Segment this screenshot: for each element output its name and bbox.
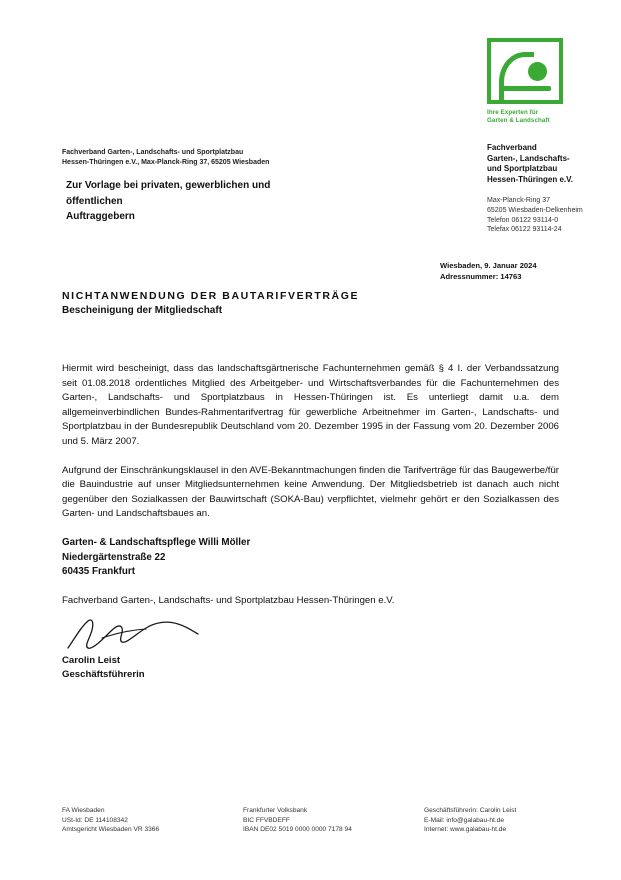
company-city: 60435 Frankfurt bbox=[62, 566, 135, 578]
return-address-line1: Fachverband Garten-, Landschafts- und Sportplatzbau bbox=[62, 149, 244, 156]
document-subtitle: Bescheinigung der Mitgliedschaft bbox=[62, 305, 223, 316]
logo-mark-icon bbox=[487, 38, 563, 104]
sender-addr-line1: Max-Planck-Ring 37 bbox=[487, 197, 551, 204]
sender-addr-line2: 65205 Wiesbaden-Delkenheim bbox=[487, 206, 583, 214]
sender-phone: Telefon 06122 93114-0 bbox=[487, 216, 559, 224]
footer-c3-line3: Internet: www.galabau-ht.de bbox=[424, 826, 507, 834]
sender-fax: Telefax 06122 93114-24 bbox=[487, 226, 562, 234]
return-address-line bbox=[62, 148, 392, 167]
document-footer bbox=[62, 806, 581, 835]
circle-icon bbox=[528, 62, 547, 81]
association-logo bbox=[487, 38, 579, 125]
sender-org-line3: und Sportplatzbau bbox=[487, 164, 558, 173]
footer-c1-line1: FA Wiesbaden bbox=[62, 807, 105, 814]
return-address-line2: Hessen-Thüringen e.V., Max-Planck-Ring 37, 65205 Wiesbaden bbox=[62, 158, 270, 166]
document-title: NICHTANWENDUNG DER BAUTARIFVERTRÄGE bbox=[62, 290, 360, 302]
logo-claim bbox=[487, 109, 579, 125]
sender-org-line2: Garten-, Landschafts- bbox=[487, 153, 570, 163]
association-signature-line: Fachverband Garten-, Landschafts- und Sportplatzbau Hessen-Thüringen e.V. bbox=[62, 594, 395, 606]
subject-block bbox=[62, 290, 532, 316]
sender-org-line1: Fachverband bbox=[487, 143, 537, 152]
footer-c2-line1: Frankfurter Volksbank bbox=[243, 807, 308, 814]
ground-bar-icon bbox=[499, 86, 551, 91]
handwritten-signature-icon bbox=[62, 618, 202, 652]
logo-claim-line2: Garten & Landschaft bbox=[487, 117, 550, 124]
date-block bbox=[440, 260, 600, 282]
logo-claim-line1: Ihre Experten für bbox=[487, 109, 539, 116]
sender-org-line4: Hessen-Thüringen e.V. bbox=[487, 174, 573, 184]
footer-c2-line2: BIC FFVBDEFF bbox=[243, 816, 290, 824]
footer-c3-line1: Geschäftsführerin: Carolin Leist bbox=[424, 807, 517, 814]
signer-name: Carolin Leist bbox=[62, 655, 121, 666]
recipient-line3: Auftraggebern bbox=[66, 211, 135, 222]
document-date: Wiesbaden, 9. Januar 2024 bbox=[440, 261, 537, 270]
recipient-line1: Zur Vorlage bei privaten, gewerblichen und bbox=[66, 180, 271, 191]
document-body bbox=[62, 362, 559, 622]
member-number: Adressnummer: 14763 bbox=[440, 272, 522, 281]
footer-column-contact bbox=[424, 806, 581, 835]
footer-c1-line3: Amtsgericht Wiesbaden VR 3366 bbox=[62, 826, 160, 834]
company-street: Niedergärtenstraße 22 bbox=[62, 551, 166, 563]
body-paragraph-1: Hiermit wird bescheinigt, dass das landschaftsgärtnerische Fachunternehmen gemäß § 4 I. der Verbandssatzung seit 01.08.2018 ordentliches Mitglied des Arbeitgeber- und Wirtschaftsverbandes für die Fachunternehmen des Garten-, Landschafts- und Sportplatzbaus in Hessen-Thüringen ist. Es unterliegt damit u.a. dem allgemeinverbindlichen Bundes-Rahmentarifvertrag für gewerbliche Arbeitnehmer im Garten-, Landschafts- und Sportplatzbau in der Bundesrepublik Deutschland vom 20. Dezember 1995 in der Fassung vom 20. Dezember 2006 und 5. März 2007. bbox=[62, 363, 559, 447]
footer-c3-line2: E-Mail: info@galabau-ht.de bbox=[424, 816, 505, 824]
body-paragraph-2: Aufgrund der Einschränkungsklausel in den AVE-Bekanntmachungen finden die Tarifverträge für das Baugewerbe/für die Bauindustrie auf unser Mitgliedsunternehmen keine Anwendung. Der Mitgliedsbetrieb ist danach auch nicht gegenüber den Sozialkassen der Bauwirtschaft (SOKA-Bau) verpflichtet, vielmehr gehört er den Sozialkassen des Garten- und Landschaftsbaues an. bbox=[62, 464, 559, 520]
signer-role: Geschäftsführerin bbox=[62, 668, 145, 680]
footer-column-bank bbox=[243, 806, 400, 835]
recipient-line2: öffentlichen bbox=[66, 195, 123, 207]
footer-column-tax bbox=[62, 806, 219, 835]
footer-c1-line2: USt-Id: DE 114108342 bbox=[62, 816, 128, 824]
sender-address-block bbox=[487, 143, 597, 235]
signature-block bbox=[62, 618, 362, 681]
company-address bbox=[62, 536, 559, 580]
footer-c2-line3: IBAN DE02 5019 0000 0000 7178 94 bbox=[243, 826, 352, 834]
company-name: Garten- & Landschaftspflege Willi Möller bbox=[62, 536, 251, 548]
recipient-address bbox=[66, 178, 396, 225]
